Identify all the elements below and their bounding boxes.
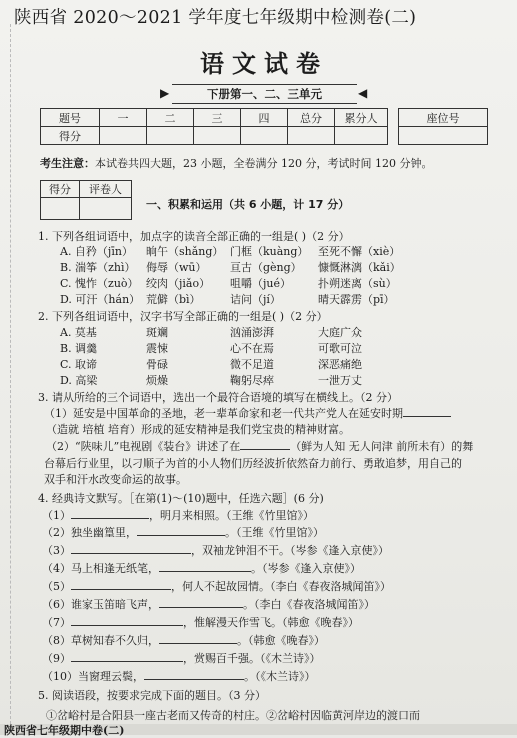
q2-option: 深恶痛绝 xyxy=(318,358,362,371)
q4-item-post: 。（《木兰诗》） xyxy=(244,670,316,683)
q4-item xyxy=(42,632,325,648)
q3-part2-line1 xyxy=(46,438,473,454)
q2-option: 汹涌澎湃 xyxy=(230,326,274,339)
unit-banner: 下册第一、二、三单元 xyxy=(172,84,357,104)
q3-part1-text: （1）延安是中国革命的圣地，老一辈革命家和老一代共产党人在延安时期 xyxy=(44,407,403,420)
q1-option: 亘古（gèng） xyxy=(230,261,302,274)
q2-option: 可歌可泣 xyxy=(318,342,362,355)
question-4-stem: 4. 经典诗文默写。［在第(1)～(10)题中，任选六题］(6 分) xyxy=(38,492,324,505)
seat-cell[interactable] xyxy=(399,127,488,145)
q4-item-post: 。（李白《春夜洛城闻笛》） xyxy=(243,598,375,611)
q4-answer-blank[interactable] xyxy=(159,607,243,608)
q4-item-pre: （6）谁家玉笛暗飞声， xyxy=(42,598,159,611)
q1-option: 门框（kuàng） xyxy=(230,245,309,258)
q4-item-post: ，赏赐百千强。（《木兰诗》） xyxy=(183,652,321,665)
grader-label: 评卷人 xyxy=(80,181,132,198)
q4-item-pre: （10）当窗理云鬓， xyxy=(42,670,144,683)
q4-item-post: 。（王维《竹里馆》） xyxy=(225,526,324,539)
q4-item xyxy=(42,542,389,558)
q4-answer-blank[interactable] xyxy=(71,625,183,626)
score-row-label: 得分 xyxy=(41,127,100,145)
score-header: 总分 xyxy=(288,109,335,127)
q4-answer-blank[interactable] xyxy=(159,571,251,572)
q4-item-pre: （3） xyxy=(42,544,71,557)
q1-option: 扑朔迷离（sù） xyxy=(318,277,397,290)
q2-option: A. 莫基 xyxy=(60,326,97,339)
q4-item xyxy=(42,507,314,523)
q4-item-pre: （8）草树知春不久归， xyxy=(42,634,159,647)
q1-option: B. 湍筝（zhì） xyxy=(60,261,136,274)
q2-option: D. 高梁 xyxy=(60,374,98,387)
q4-item xyxy=(42,560,361,576)
q4-item-post: 。（韩愈《晚春》） xyxy=(237,634,325,647)
score-header: 累分人 xyxy=(335,109,388,127)
q4-item-post: ，双袖龙钟泪不干。（岑参《逢入京使》） xyxy=(191,544,389,557)
score-cell[interactable] xyxy=(194,127,241,145)
page-footer: 陕西省七年级期中卷(二) xyxy=(4,724,125,737)
q1-option: D. 可汗（hán） xyxy=(60,293,141,306)
q4-item xyxy=(42,524,324,540)
q1-option: 绞肉（jiǎo） xyxy=(146,277,211,290)
q4-item-pre: （7） xyxy=(42,616,71,629)
q3-part2-line2: 台幕后行业里，以刁顺子为首的小人物们历经波折依然奋力前行、勇敢追梦，用自己的 xyxy=(44,457,462,470)
q4-item-post: ，惟解漫天作雪飞。（韩愈《晚春》） xyxy=(183,616,359,629)
q2-option: 心不在焉 xyxy=(230,342,274,355)
score-cell[interactable] xyxy=(147,127,194,145)
q4-item xyxy=(42,596,375,612)
q1-option: 荒僻（bì） xyxy=(146,293,201,306)
section-1-heading: 一、积累和运用（共 6 小题，计 17 分） xyxy=(146,198,350,211)
q4-answer-blank[interactable] xyxy=(71,553,191,554)
q5-passage-line: ①岔峪村是合阳县一座古老而又传奇的村庄。②岔峪村因临黄河岸边的渡口而 xyxy=(46,709,420,722)
q1-option: 晌午（shǎng） xyxy=(146,245,224,258)
q1-option: 诘问（jí） xyxy=(230,293,281,306)
score-header: 题号 xyxy=(41,109,100,127)
q2-option: 骨碌 xyxy=(146,358,168,371)
question-2-stem: 2. 下列各组词语中，汉字书写全部正确的一组是( )（2 分） xyxy=(38,310,328,323)
exam-header-title: 陕西省 2020～2021 学年度七年级期中检测卷(二) xyxy=(14,8,417,28)
q3-blank-2[interactable] xyxy=(240,449,290,450)
score-header: 四 xyxy=(241,109,288,127)
q4-item-pre: （1） xyxy=(42,509,71,522)
exam-notice xyxy=(40,155,432,171)
q4-answer-blank[interactable] xyxy=(71,661,183,662)
question-1-stem: 1. 下列各组词语中，加点字的读音全部正确的一组是( )（2 分） xyxy=(38,230,350,243)
grader-table xyxy=(40,180,132,220)
q4-answer-blank[interactable] xyxy=(71,589,171,590)
q2-option: 大庭广众 xyxy=(318,326,362,339)
q4-item-pre: （9） xyxy=(42,652,71,665)
score-table xyxy=(40,108,388,145)
q3-part2-text: （2）“陕味儿”电视剧《装台》讲述了在 xyxy=(46,440,241,453)
q1-option: 至死不懈（xiè） xyxy=(318,245,401,258)
q4-answer-blank[interactable] xyxy=(144,679,244,680)
q4-item-pre: （5） xyxy=(42,580,71,593)
q4-item-post: ，明月来相照。（王维《竹里馆》） xyxy=(149,509,314,522)
q3-part2-line3: 双手和汗水改变命运的故事。 xyxy=(44,473,187,486)
notice-label: 考生注意： xyxy=(40,157,95,170)
q4-answer-blank[interactable] xyxy=(71,518,149,519)
q3-part1-line2: （造就 培植 培育）形成的延安精神是我们党宝贵的精神财富。 xyxy=(46,423,350,436)
q1-option: 慷慨淋漓（kǎi） xyxy=(318,261,401,274)
q1-option: C. 愧怍（zuò） xyxy=(60,277,139,290)
q1-option: 侮辱（wū） xyxy=(146,261,207,274)
score-header: 三 xyxy=(194,109,241,127)
q4-item xyxy=(42,578,391,594)
score-header: 二 xyxy=(147,109,194,127)
q1-option: 咀嚼（jué） xyxy=(230,277,292,290)
score-cell[interactable] xyxy=(288,127,335,145)
grader-score-label: 得分 xyxy=(41,181,80,198)
triangle-left-icon: ◀ xyxy=(358,86,368,100)
q4-item-pre: （2）独坐幽篁里， xyxy=(42,526,137,539)
score-cell[interactable] xyxy=(335,127,388,145)
q4-item-pre: （4）马上相逢无纸笔， xyxy=(42,562,159,575)
q2-option: 斑斓 xyxy=(146,326,168,339)
exam-main-title: 语文试卷 xyxy=(200,50,328,78)
q2-option: B. 调羹 xyxy=(60,342,98,355)
q2-option: 震悚 xyxy=(146,342,168,355)
triangle-right-icon: ▶ xyxy=(160,86,170,100)
grader-cell[interactable] xyxy=(80,198,132,220)
seat-label: 座位号 xyxy=(399,109,488,127)
q1-option: A. 自矜（jīn） xyxy=(60,245,133,258)
q2-option: C. 取谛 xyxy=(60,358,98,371)
q3-blank-1[interactable] xyxy=(403,416,451,417)
q2-option: 微不足道 xyxy=(230,358,274,371)
q3-part2-choices: （鲜为人知 无人问津 前所未有）的舞 xyxy=(290,440,474,453)
q1-option: 晴天霹雳（pī） xyxy=(318,293,395,306)
score-cell[interactable] xyxy=(241,127,288,145)
question-3-stem: 3. 请从所给的三个词语中，选出一个最符合语境的填写在横线上。（2 分） xyxy=(38,391,398,404)
grader-score-cell[interactable] xyxy=(41,198,80,220)
q2-option: 烦燥 xyxy=(146,374,168,387)
q2-option: 鞠躬尽瘁 xyxy=(230,374,274,387)
question-5-stem: 5. 阅读语段，按要求完成下面的题目。（3 分） xyxy=(38,689,266,702)
score-cell[interactable] xyxy=(100,127,147,145)
q4-answer-blank[interactable] xyxy=(159,643,237,644)
notice-text: 本试卷共四大题，23 小题，全卷满分 120 分，考试时间 120 分钟。 xyxy=(95,157,433,170)
binding-line xyxy=(10,24,11,724)
q4-item xyxy=(42,668,316,684)
seat-table xyxy=(398,108,488,145)
q4-item xyxy=(42,614,359,630)
q4-item-post: 。（岑参《逢入京使》） xyxy=(251,562,361,575)
score-header: 一 xyxy=(100,109,147,127)
q2-option: 一泄万丈 xyxy=(318,374,362,387)
q4-item xyxy=(42,650,321,666)
q4-item-post: ，何人不起故园情。（李白《春夜洛城闻笛》） xyxy=(171,580,391,593)
q4-answer-blank[interactable] xyxy=(137,535,225,536)
q3-part1-line1 xyxy=(44,405,451,421)
